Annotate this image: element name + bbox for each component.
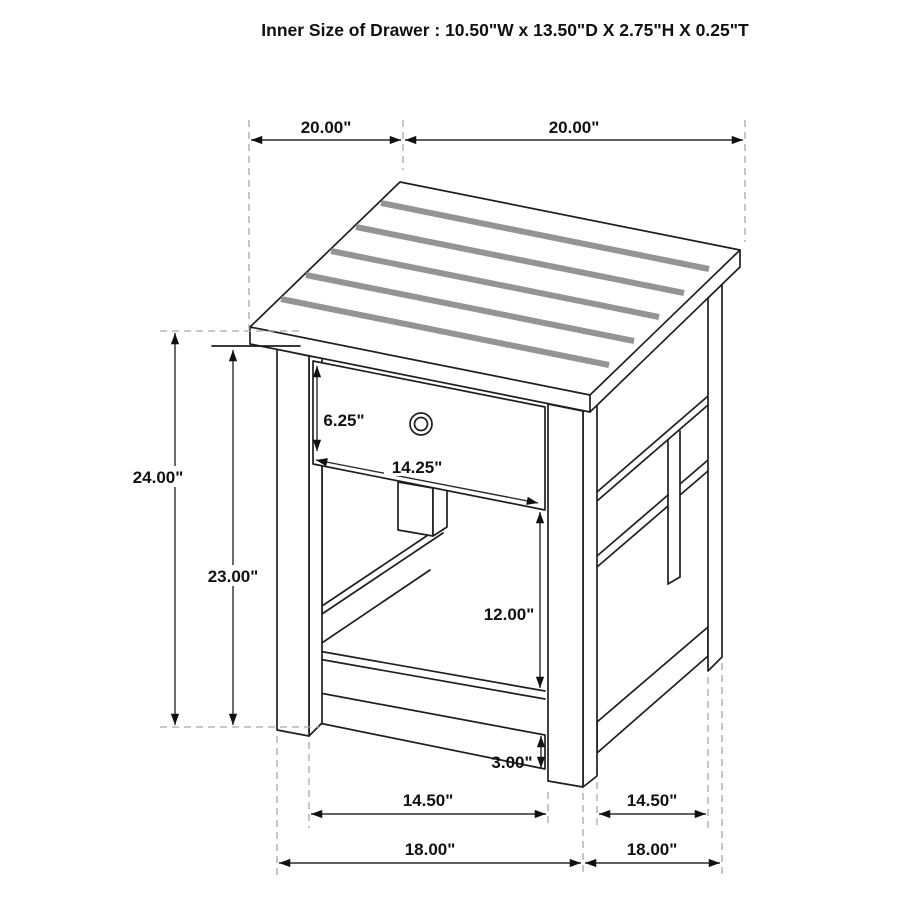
table-drawing: [250, 182, 740, 787]
lower-shelf: [307, 649, 545, 699]
figure-title: Inner Size of Drawer : 10.50"W x 13.50"D X 2.75"H X 0.25"T: [261, 20, 749, 40]
dim-top-width-left: [251, 118, 401, 140]
dim-front-width: [279, 840, 581, 863]
dim-label-overall-height: 24.00": [132, 468, 184, 487]
dim-label-drawer-width: 14.25": [391, 458, 443, 477]
back-right-leg: [708, 284, 722, 671]
dim-label-front-leg-span: 14.50": [402, 791, 454, 810]
dim-side-leg-span: [599, 791, 706, 814]
dim-label-drawer-height: 6.25": [323, 411, 365, 430]
dim-label-side-depth: 18.00": [626, 840, 678, 859]
dim-front-leg-span: [311, 791, 546, 814]
dim-label-side-leg-span: 14.50": [626, 791, 678, 810]
dim-shelf-clearance: [484, 512, 540, 688]
dim-label-leg-height: 23.00": [207, 567, 259, 586]
dim-top-width-right: [405, 118, 743, 140]
side-stretcher-rail: [597, 627, 708, 753]
interior-right-side: [597, 396, 708, 753]
dim-overall-height: [126, 333, 190, 725]
dim-leg-height: [201, 350, 265, 725]
dim-label-top-width-left: 20.00": [300, 118, 352, 137]
dim-label-shelf-clearance: 12.00": [483, 605, 535, 624]
dim-label-front-width: 18.00": [404, 840, 456, 859]
front-right-leg: [548, 404, 597, 787]
dim-label-stretcher-height: 3.00": [491, 753, 533, 772]
dim-side-depth: [585, 840, 720, 863]
dim-label-top-width-right: 20.00": [548, 118, 600, 137]
